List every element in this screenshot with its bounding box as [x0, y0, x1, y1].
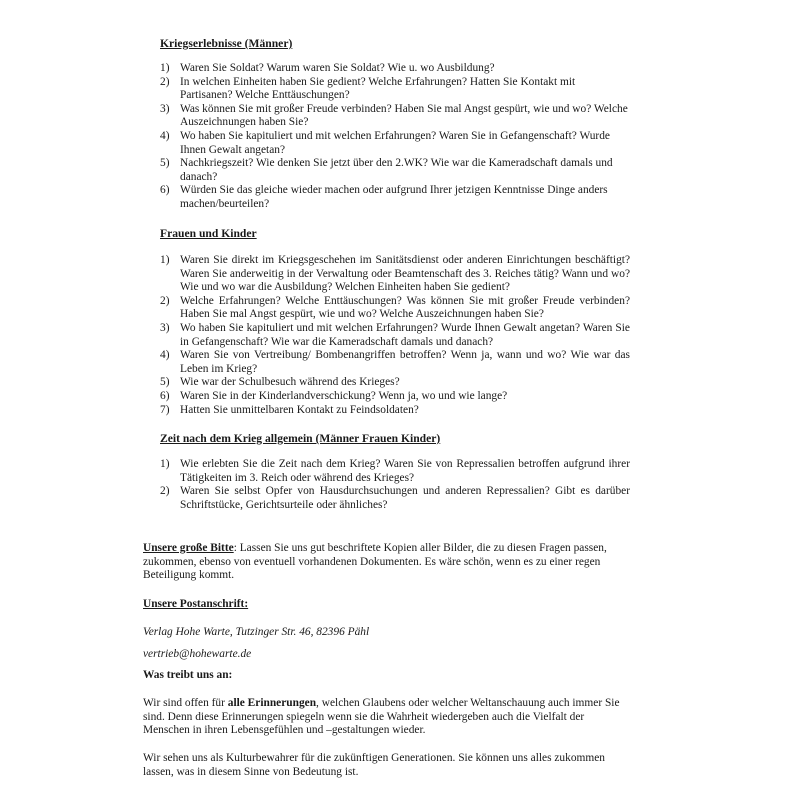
section-heading-war-experiences-men: Kriegserlebnisse (Männer) [160, 37, 293, 50]
motivation-paragraph-1: Wir sind offen für alle Erinnerungen, welchen Glaubens oder welcher Weltanschauung auch immer Sie sind. Denn diese Erinnerungen spiegeln wenn sie die Wahrheit wiedergeben auch die Vielfalt der Menschen in ihren Lebensgefühlen und –gestaltungen wieder. [143, 697, 620, 737]
section-heading-women-children: Frauen und Kinder [160, 227, 257, 240]
list-item: 2) Welche Erfahrungen? Welche Enttäuschungen? Was können Sie mit großer Freude verbinden? Haben Sie mal Angst gespürt, wie und wo? Welche Auszeichnungen haben Sie? [160, 294, 630, 321]
list-item: 5) Wie war der Schulbesuch während des Krieges? [160, 376, 400, 389]
request-paragraph: Unsere große Bitte: Lassen Sie uns gut beschriftete Kopien aller Bilder, die zu diesen Fragen passen, zukommen, ebenso von eventuell vorhandenen Dokumenten. Es wäre schön, wenn es zu einer regen Beteiligung kommt. [143, 542, 607, 582]
list-item: 6) Würden Sie das gleiche wieder machen oder aufgrund Ihrer jetzigen Kenntnisse Dinge anders machen/beurteilen? [160, 184, 608, 210]
list-item: 3) Was können Sie mit großer Freude verbinden? Haben Sie mal Angst gespürt, wie und wo? Welche Auszeichnungen haben Sie? [160, 102, 628, 129]
list-item: 4) Waren Sie von Vertreibung/ Bombenangriffen betroffen? Wenn ja, wann und wo? Wie war das Leben im Krieg? [160, 349, 630, 375]
list-item: 7) Hatten Sie unmittelbaren Kontakt zu Feindsoldaten? [160, 403, 419, 416]
email-address: vertrieb@hohewarte.de [143, 648, 252, 660]
question-list-post-war [160, 458, 630, 512]
request-label: Unsere große Bitte [143, 542, 234, 554]
motivation-heading: Was treibt uns an: [143, 669, 233, 681]
address-line: Verlag Hohe Warte, Tutzinger Str. 46, 82396 Pähl [143, 626, 370, 638]
list-item: 1) Wie erlebten Sie die Zeit nach dem Krieg? Waren Sie von Repressalien betroffen aufgrund ihrer Tätigkeiten im 3. Reich oder während des Krieges? [160, 458, 630, 484]
motivation-paragraph-2: Wir sehen uns als Kulturbewahrer für die zukünftigen Generationen. Sie können uns alles zukommen lassen, was in diesem Sinne von Bedeutung ist. [143, 752, 605, 778]
list-item: 2) Waren Sie selbst Opfer von Hausdurchsuchungen und anderen Repressalien? Gibt es darüber Schriftstücke, Gerichtsurteile oder ähnliches? [160, 485, 630, 511]
list-item: 5) Nachkriegszeit? Wie denken Sie jetzt über den 2.WK? Wie war die Kameradschaft damals und danach? [160, 157, 613, 183]
list-item: 1) Waren Sie direkt im Kriegsgeschehen im Sanitätsdienst oder anderen Einrichtungen beschäftigt? Waren Sie anderweitig in der Verwaltung oder Beamtenschaft des 3. Reiches tätig? Wann und wo? Wie und wo war die Ausbildung? Welchen Einheiten haben Sie gedient? [160, 254, 630, 294]
list-item: 2) In welchen Einheiten haben Sie gedient? Welche Erfahrungen? Hatten Sie Kontakt mit Partisanen? Welche Enttäuschungen? [160, 75, 576, 102]
address-heading: Unsere Postanschrift: [143, 598, 249, 610]
list-item: 1) Waren Sie Soldat? Warum waren Sie Soldat? Wie u. wo Ausbildung? [160, 62, 495, 74]
section-heading-post-war: Zeit nach dem Krieg allgemein (Männer Frauen Kinder) [160, 432, 441, 445]
list-item: 6) Waren Sie in der Kinderlandverschickung? Wenn ja, wo und wie lange? [160, 389, 508, 402]
list-item: 3) Wo haben Sie kapituliert und mit welchen Erfahrungen? Wurde Ihnen Gewalt angetan? Waren Sie in Gefangenschaft? Wie war die Kameradschaft damals und danach? [160, 321, 630, 348]
question-list-women-children [160, 254, 630, 417]
list-item: 4) Wo haben Sie kapituliert und mit welchen Erfahrungen? Waren Sie in Gefangenschaft? Wurde Ihnen Gewalt angetan? [160, 129, 610, 156]
question-list-men [160, 62, 630, 212]
